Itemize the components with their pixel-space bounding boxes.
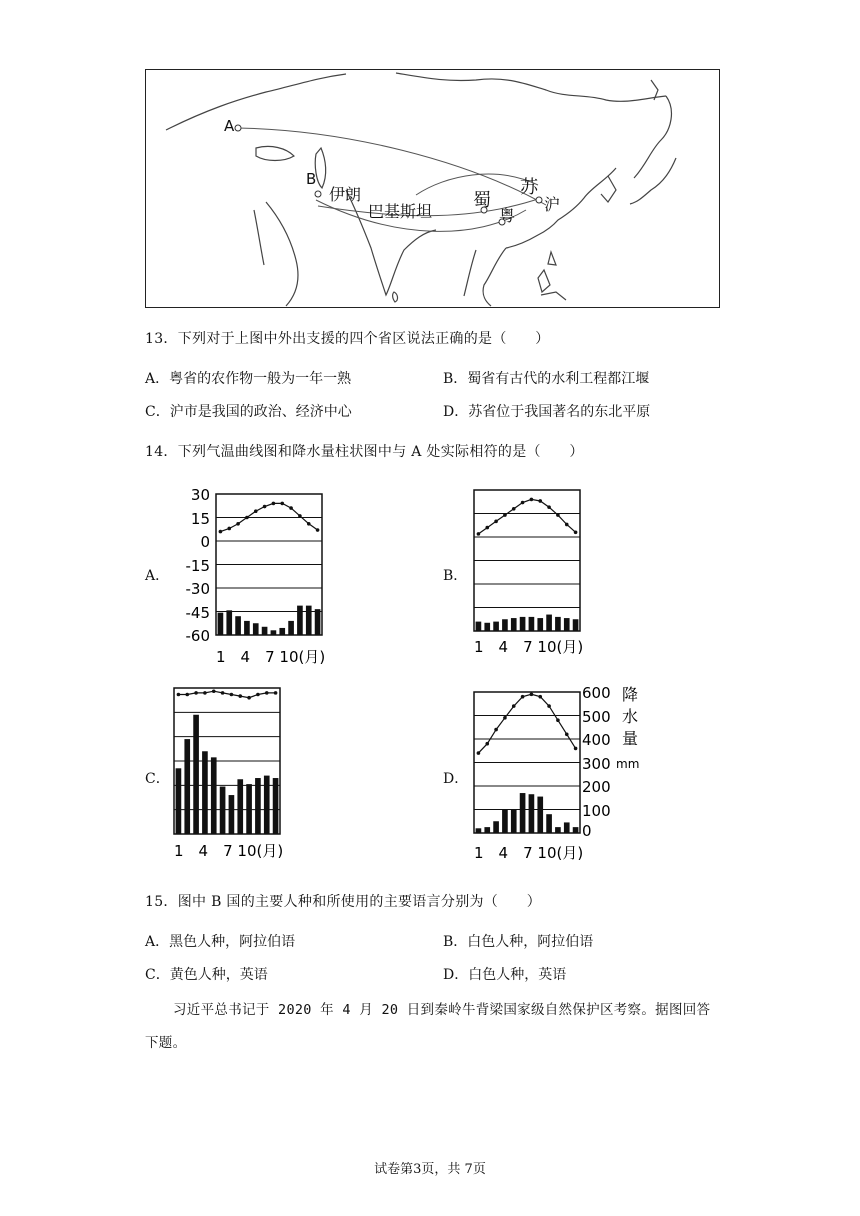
- precip-bar-c-3: [193, 715, 199, 834]
- precip-bar-a-4: [244, 621, 250, 635]
- precip-bar-b-6: [520, 617, 526, 631]
- precip-bar-a-12: [315, 609, 321, 635]
- precip-bar-a-1: [218, 613, 224, 635]
- temp-point-a-8: [280, 502, 284, 506]
- plot-area-b: [474, 490, 580, 631]
- q14-option-b[interactable]: B．: [443, 568, 468, 584]
- map-label-iran: 伊朗: [329, 185, 362, 204]
- temp-point-a-7: [272, 502, 276, 506]
- precip-bar-a-2: [226, 610, 232, 635]
- precip-bar-a-6: [262, 627, 268, 635]
- temp-point-d-6: [521, 695, 525, 699]
- temp-point-b-11: [565, 523, 569, 527]
- temp-point-c-1: [177, 693, 181, 697]
- precip-bar-c-7: [229, 795, 235, 834]
- temp-point-b-10: [556, 513, 560, 517]
- tick-a-0: 0: [200, 533, 210, 551]
- temp-point-b-4: [503, 513, 507, 517]
- precip-bar-c-4: [202, 751, 208, 834]
- precip-bar-d-6: [520, 793, 526, 833]
- asia-map: [145, 69, 720, 308]
- temp-curve-c: [178, 691, 275, 698]
- precip-bar-d-2: [484, 827, 490, 833]
- q13-option-b[interactable]: B．蜀省有古代的水利工程都江堰: [443, 371, 650, 387]
- precip-bar-d-7: [529, 794, 535, 833]
- climate-chart-c: [170, 686, 340, 866]
- temp-point-c-10: [256, 693, 260, 697]
- temp-curve-d: [478, 694, 575, 753]
- q14-option-c[interactable]: C．: [145, 771, 170, 787]
- precip-bar-b-10: [555, 617, 561, 631]
- plot-area-c: [174, 688, 280, 834]
- month-ticks-a: 1 4 7 10(月): [216, 648, 326, 666]
- precip-bar-a-7: [271, 630, 277, 635]
- temp-point-d-4: [503, 716, 507, 720]
- temp-point-c-2: [185, 693, 189, 697]
- precip-bar-b-4: [502, 619, 508, 631]
- temp-point-a-3: [236, 522, 240, 526]
- point-b: [315, 191, 321, 197]
- precip-bar-a-8: [279, 628, 285, 635]
- temp-point-d-12: [574, 747, 578, 751]
- page-footer: 试卷第3页，共 7页: [374, 1162, 486, 1177]
- map-label-su: 苏: [520, 177, 538, 198]
- temp-point-d-2: [485, 742, 489, 746]
- precip-unit: mm: [616, 757, 640, 771]
- precip-bar-d-4: [502, 810, 508, 834]
- temp-point-c-12: [274, 691, 278, 695]
- precip-bar-d-8: [537, 797, 543, 833]
- precip-bar-c-12: [273, 778, 279, 834]
- coastlines: [166, 73, 676, 306]
- plot-area-d: [474, 692, 580, 833]
- q13-option-a[interactable]: A．粤省的农作物一般为一年一熟: [145, 371, 352, 387]
- temp-point-b-1: [477, 532, 481, 536]
- temp-point-c-8: [238, 694, 242, 698]
- temp-point-c-11: [265, 691, 269, 695]
- q15-stem: 15．图中 B 国的主要人种和所使用的主要语言分别为（ ）: [145, 894, 542, 910]
- precip-bar-d-5: [511, 810, 517, 834]
- temp-point-a-1: [219, 530, 223, 534]
- temp-point-c-6: [221, 691, 225, 695]
- temp-point-a-12: [316, 528, 320, 532]
- precip-bar-b-9: [546, 615, 552, 631]
- precip-bar-c-10: [255, 778, 261, 834]
- precip-bar-d-10: [555, 827, 561, 833]
- q13-option-d[interactable]: D．苏省位于我国著名的东北平原: [443, 404, 651, 420]
- temp-curve-b: [478, 499, 575, 534]
- temp-point-c-9: [247, 696, 251, 700]
- precip-bar-c-9: [246, 784, 252, 834]
- month-ticks-c: 1 4 7 10(月): [174, 842, 284, 860]
- precip-bar-a-11: [306, 606, 312, 635]
- q14-option-a[interactable]: A．: [145, 568, 170, 584]
- month-ticks-b: 1 4 7 10(月): [474, 638, 584, 656]
- tick-a-30: 30: [190, 488, 210, 504]
- temp-point-b-5: [512, 507, 516, 511]
- precip-bar-b-5: [511, 618, 517, 631]
- temp-point-d-9: [547, 704, 551, 708]
- temp-point-c-4: [203, 691, 207, 695]
- q14-option-d[interactable]: D．: [443, 771, 469, 787]
- climate-chart-b: [470, 488, 640, 668]
- tick-a-m30: -30: [185, 580, 210, 598]
- precip-bar-d-11: [564, 822, 570, 833]
- precip-bar-b-3: [493, 622, 499, 631]
- asia-map-svg: [146, 70, 719, 307]
- precip-title-3: 量: [622, 729, 639, 748]
- precip-title-1: 降: [622, 686, 639, 704]
- tick-a-15: 15: [190, 510, 210, 528]
- temp-point-d-5: [512, 704, 516, 708]
- precip-bar-b-12: [573, 619, 579, 631]
- tick-d-200: 200: [582, 778, 611, 796]
- q14-stem: 14．下列气温曲线图和降水量柱状图中与 A 处实际相符的是（ ）: [145, 444, 584, 460]
- temp-point-a-9: [289, 506, 293, 510]
- temp-ticks-a: [186, 488, 211, 645]
- tick-d-300: 300: [582, 755, 611, 773]
- map-label-shu: 蜀: [473, 190, 491, 211]
- q15-option-a[interactable]: A．黑色人种，阿拉伯语: [145, 934, 296, 950]
- map-label-hu: 沪: [544, 195, 561, 214]
- precip-bar-c-2: [184, 739, 190, 834]
- tick-d-0: 0: [582, 822, 592, 840]
- precip-ticks-d: [582, 686, 639, 840]
- temp-point-b-2: [485, 526, 489, 530]
- passage-line1: 习近平总书记于 2020 年 4 月 20 日到秦岭牛背梁国家级自然保护区考察。据图回答: [173, 1002, 711, 1018]
- temp-point-d-7: [530, 693, 534, 697]
- q15-option-b[interactable]: B．白色人种，阿拉伯语: [443, 934, 594, 950]
- map-label-yue: 粤: [499, 206, 516, 225]
- temp-point-b-7: [530, 498, 534, 502]
- temp-point-b-9: [547, 505, 551, 509]
- precip-bar-c-6: [220, 787, 226, 834]
- temp-point-b-3: [494, 520, 498, 524]
- precip-bar-a-3: [235, 616, 241, 635]
- route-to-a: [238, 128, 546, 205]
- precip-bar-d-3: [493, 821, 499, 833]
- temp-point-b-6: [521, 501, 525, 505]
- month-ticks-d: 1 4 7 10(月): [474, 844, 584, 862]
- map-label-pakistan: 巴基斯坦: [368, 202, 433, 221]
- q13-option-c[interactable]: C．沪市是我国的政治、经济中心: [145, 404, 352, 420]
- q15-option-c[interactable]: C．黄色人种，英语: [145, 967, 268, 983]
- climate-chart-d: [470, 686, 660, 866]
- temp-point-c-7: [230, 693, 234, 697]
- precip-bar-b-7: [529, 617, 535, 631]
- precip-bar-c-5: [211, 757, 217, 834]
- precip-bar-d-1: [476, 828, 482, 833]
- precip-bar-a-5: [253, 623, 259, 635]
- plot-area-a: [216, 494, 322, 635]
- temp-point-b-12: [574, 531, 578, 535]
- temp-point-a-6: [263, 505, 267, 509]
- temp-point-a-4: [245, 516, 249, 520]
- precip-bar-c-8: [237, 779, 243, 834]
- temp-point-d-8: [538, 695, 542, 699]
- temp-point-c-5: [212, 689, 216, 693]
- point-a: [235, 125, 241, 131]
- map-label-a: A: [224, 117, 235, 135]
- precip-bar-b-1: [476, 622, 482, 631]
- q13-stem: 13．下列对于上图中外出支援的四个省区说法正确的是（ ）: [145, 331, 550, 347]
- temp-point-a-10: [298, 514, 302, 518]
- tick-d-400: 400: [582, 731, 611, 749]
- temp-point-b-8: [538, 499, 542, 503]
- temp-point-a-2: [227, 527, 231, 531]
- map-label-b: B: [306, 170, 317, 188]
- temp-point-a-11: [307, 522, 311, 526]
- precip-bar-a-10: [297, 606, 303, 635]
- temp-point-d-1: [477, 751, 481, 755]
- precip-bar-a-9: [288, 621, 294, 635]
- q15-option-d[interactable]: D．白色人种，英语: [443, 967, 567, 983]
- temp-point-d-11: [565, 733, 569, 737]
- temp-point-a-5: [254, 509, 258, 513]
- precip-bar-d-9: [546, 814, 552, 833]
- temp-point-d-3: [494, 728, 498, 732]
- precip-title-2: 水: [622, 707, 639, 726]
- tick-a-m45: -45: [185, 604, 210, 622]
- tick-a-m60: -60: [185, 627, 210, 645]
- tick-d-100: 100: [582, 802, 611, 820]
- tick-d-500: 500: [582, 708, 611, 726]
- temp-point-d-10: [556, 718, 560, 722]
- precip-bar-c-1: [176, 768, 182, 834]
- precip-bar-c-11: [264, 776, 270, 834]
- temp-point-c-3: [194, 691, 198, 695]
- precip-bar-b-11: [564, 618, 570, 631]
- tick-d-600: 600: [582, 686, 611, 702]
- precip-bar-b-2: [484, 623, 490, 631]
- passage-line2: 下题。: [145, 1035, 187, 1051]
- tick-a-m15: -15: [185, 557, 210, 575]
- precip-bar-d-12: [573, 827, 579, 833]
- climate-chart-a: [170, 488, 340, 668]
- precip-bar-b-8: [537, 618, 543, 631]
